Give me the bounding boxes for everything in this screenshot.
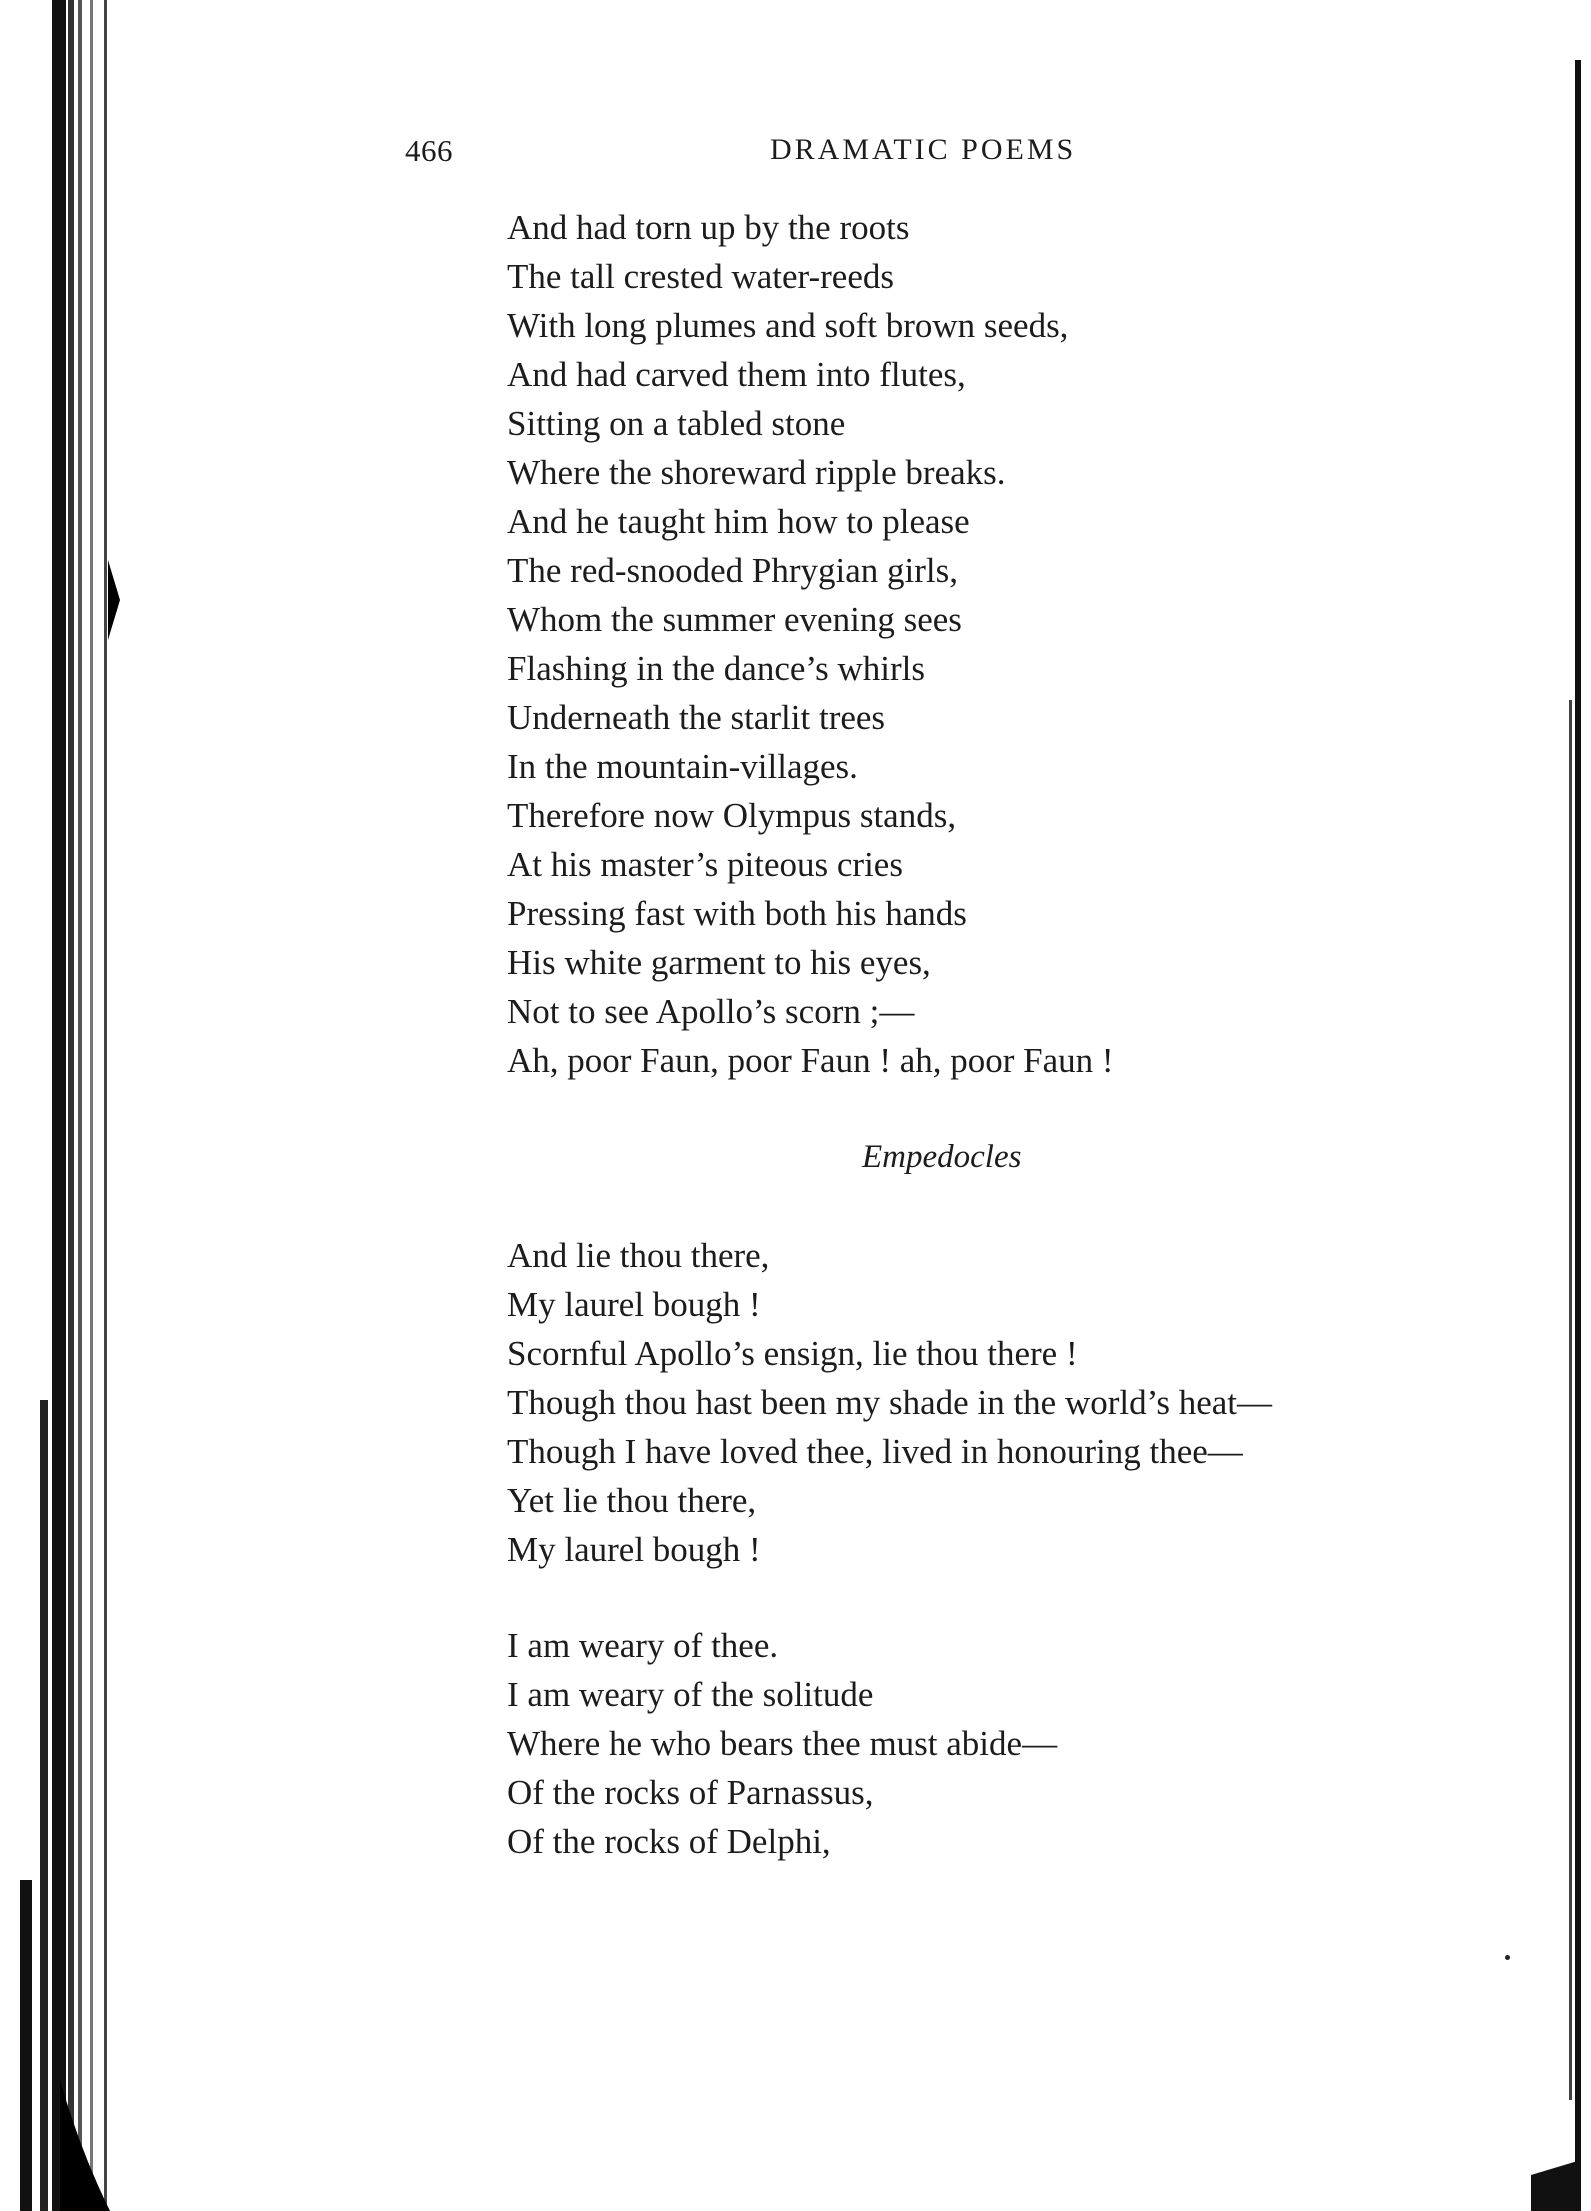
poem-line: At his master’s piteous cries: [507, 845, 903, 884]
poem-line: Underneath the starlit trees: [507, 698, 886, 737]
poem-line: Not to see Apollo’s scorn ;—: [507, 992, 915, 1031]
poem-line: Therefore now Olympus stands,: [507, 796, 957, 835]
poem-line: Of the rocks of Delphi,: [507, 1822, 831, 1861]
poem-line: With long plumes and soft brown seeds,: [507, 306, 1069, 345]
poem-body: [507, 203, 1457, 1866]
poem-line: The tall crested water-reeds: [507, 257, 894, 296]
poem-line: I am weary of thee.: [507, 1626, 779, 1665]
poem-line: And had carved them into flutes,: [507, 355, 966, 394]
poem-line: Where he who bears thee must abide—: [507, 1724, 1058, 1763]
right-binding-edge: [1531, 0, 1591, 2211]
poem-line: Though I have loved thee, lived in honouring thee—: [507, 1432, 1243, 1471]
poem-line: Ah, poor Faun, poor Faun ! ah, poor Faun !: [507, 1041, 1114, 1080]
poem-line: In the mountain-villages.: [507, 747, 858, 786]
speaker-name: Empedocles: [862, 1139, 1022, 1175]
poem-line: Whom the summer evening sees: [507, 600, 962, 639]
poem-line: And had torn up by the roots: [507, 208, 910, 247]
poem-line: Flashing in the dance’s whirls: [507, 649, 926, 688]
poem-line: His white garment to his eyes,: [507, 943, 931, 982]
stanza-weary: [507, 1621, 1457, 1866]
poem-line: I am weary of the solitude: [507, 1675, 874, 1714]
poem-line: And lie thou there,: [507, 1236, 770, 1275]
poem-line: And he taught him how to please: [507, 502, 970, 541]
poem-line: The red-snooded Phrygian girls,: [507, 551, 959, 590]
poem-line: Though thou hast been my shade in the world’s heat—: [507, 1383, 1272, 1422]
stanza-laurel: [507, 1231, 1457, 1574]
poem-line: Where the shoreward ripple breaks.: [507, 453, 1006, 492]
print-speck: [1505, 1955, 1510, 1960]
poem-line: My laurel bough !: [507, 1530, 761, 1569]
page-header: [0, 133, 1591, 173]
stanza-faun: [507, 203, 1457, 1085]
running-title: DRAMATIC POEMS: [770, 133, 1077, 166]
poem-line: Yet lie thou there,: [507, 1481, 757, 1520]
left-binding-edge: [0, 0, 120, 2211]
page-number: 466: [405, 133, 453, 168]
stanza-gap: [507, 1574, 1457, 1621]
poem-line: Scornful Apollo’s ensign, lie thou there !: [507, 1334, 1078, 1373]
poem-line: Pressing fast with both his hands: [507, 894, 967, 933]
poem-line: Sitting on a tabled stone: [507, 404, 846, 443]
poem-line: Of the rocks of Parnassus,: [507, 1773, 874, 1812]
poem-line: My laurel bough !: [507, 1285, 761, 1324]
